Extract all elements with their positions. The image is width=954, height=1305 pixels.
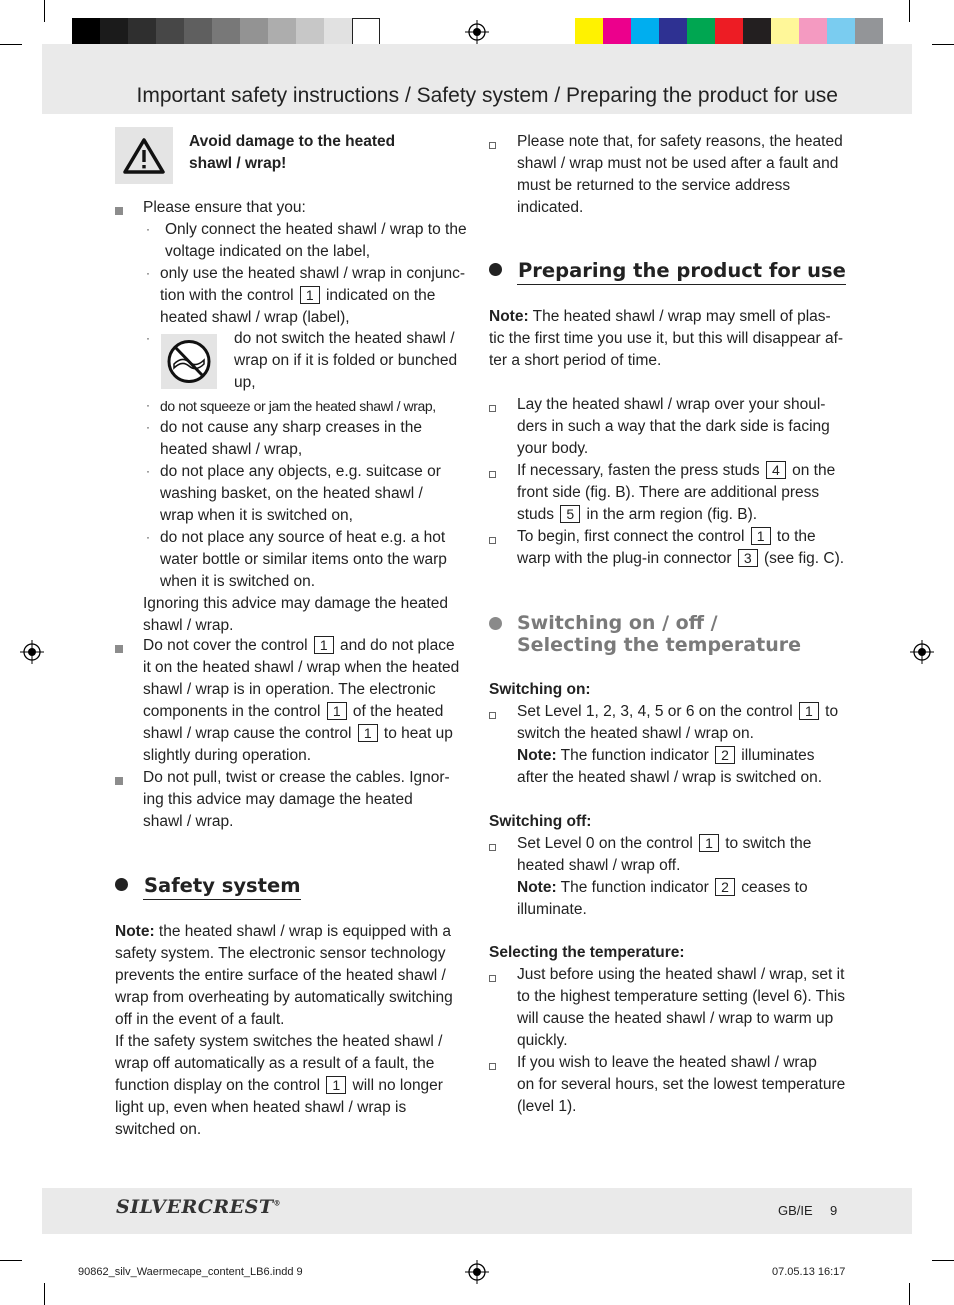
header-band	[42, 44, 912, 114]
heading-bullet-grey	[489, 617, 502, 630]
prep-step-1: Lay the heated shawl / wrap over your shoul- ders in such a way that the dark side is facing your body.	[517, 396, 830, 457]
safety-system-heading: Safety system	[143, 874, 301, 900]
heading-bullet	[115, 878, 128, 891]
sub-item-5: do not cause any sharp creases in the heated shawl / wrap,	[160, 419, 422, 458]
temperature-step-1: Just before using the heated shawl / wrap, set it to the highest temperature setting (level 6). This will cause the heated shawl / wrap to warm up quickly.	[517, 966, 845, 1049]
bullet-square	[115, 645, 123, 653]
registration-mark-right-icon	[910, 640, 934, 664]
sub-bullet: ·	[146, 420, 150, 434]
bullet-control-cover: Do not cover the control 1 and do not place it on the heated shawl / wrap when the heated shawl / wrap is in operation. The electronic components in the control 1 of the heated shawl / wrap cause the control 1 to heat up slightly during operation.	[143, 637, 460, 764]
ignore-warning: Ignoring this advice may damage the heated shawl / wrap.	[143, 595, 449, 634]
heading-bullet	[489, 263, 502, 276]
checkbox-bullet	[489, 537, 496, 544]
bullet-square	[115, 207, 123, 215]
temperature-step-2: If you wish to leave the heated shawl / wrap on for several hours, set the lowest temperature (level 1).	[517, 1054, 846, 1115]
footer-lang: GB/IE	[778, 1203, 813, 1218]
sub-bullet: ·	[146, 464, 150, 478]
bullet-cables: Do not pull, twist or crease the cables. Ignor- ing this advice may damage the heated shawl / wrap.	[143, 769, 450, 830]
switching-on-text: Set Level 1, 2, 3, 4, 5 or 6 on the control 1 to switch the heated shawl / wrap on. Note: The function indicator 2 illuminates after the heated shawl / wrap is switched on.	[517, 703, 839, 786]
switching-on-label: Switching on:	[489, 681, 591, 698]
checkbox-bullet	[489, 405, 496, 412]
bullet-square	[115, 777, 123, 785]
ref-number: 1	[358, 724, 378, 742]
checkbox-bullet	[489, 712, 496, 719]
prep-step-3: To begin, first connect the control 1 to the warp with the plug-in connector 3 (see fig. C).	[517, 528, 845, 567]
footer-band	[42, 1188, 912, 1234]
ref-number: 3	[738, 549, 758, 567]
ref-number: 1	[326, 1076, 346, 1094]
sub-item-4: do not squeeze or jam the heated shawl / wrap,	[160, 398, 436, 414]
checkbox-bullet	[489, 142, 496, 149]
ref-number: 1	[327, 702, 347, 720]
ref-number: 1	[751, 527, 771, 545]
checkbox-bullet	[489, 844, 496, 851]
page-number: 9	[830, 1203, 838, 1218]
prep-note: Note: The heated shawl / wrap may smell of plas- tic the first time you use it, but this will disappear af- ter a short period of time.	[489, 308, 844, 369]
sub-bullet: ·	[146, 398, 150, 412]
fault-note: Please note that, for safety reasons, the heated shawl / wrap must not be used after a fault and must be returned to the service address indicated.	[517, 133, 843, 216]
ref-number: 2	[715, 878, 735, 896]
checkbox-bullet	[489, 1063, 496, 1070]
ref-number: 1	[799, 702, 819, 720]
sub-item-6: do not place any objects, e.g. suitcase or washing basket, on the heated shawl / wrap when it is switched on,	[160, 463, 441, 524]
registration-mark-bottom-icon	[465, 1260, 489, 1284]
sub-item-1: Only connect the heated shawl / wrap to the voltage indicated on the label,	[165, 221, 467, 260]
slug-filename: 90862_silv_Waermecape_content_LB6.indd 9	[78, 1266, 303, 1278]
checkbox-bullet	[489, 471, 496, 478]
sub-item-2: only use the heated shawl / wrap in conjunc- tion with the control 1 indicated on the heated shawl / wrap (label),	[160, 265, 466, 326]
sub-bullet: ·	[146, 266, 150, 280]
ref-number: 5	[560, 505, 580, 523]
ref-number: 1	[300, 286, 320, 304]
slug-date: 07.05.13 16:17	[772, 1266, 846, 1278]
bullet-intro: Please ensure that you:	[143, 199, 306, 216]
temperature-label: Selecting the temperature:	[489, 944, 685, 961]
switching-off-text: Set Level 0 on the control 1 to switch the heated shawl / wrap off. Note: The function indicator 2 ceases to illuminate.	[517, 835, 812, 918]
ref-number: 4	[766, 461, 786, 479]
brand-logo: SILVERCREST®	[116, 1196, 281, 1218]
warning-triangle-icon	[115, 127, 173, 184]
safety-paragraph: Note: the heated shawl / wrap is equipped with a safety system. The electronic sensor technology prevents the entire surface of the heated shawl / wrap from overheating by automatically switching off in the event of a fault. If the safety system switches the heated shawl / wrap off automatically as a result of a fault, the function display on the control 1 will no longer light up, even when heated shawl / wrap is switched on.	[115, 923, 453, 1138]
page-title: Important safety instructions / Safety system / Preparing the product for use	[136, 84, 838, 107]
sub-item-3: do not switch the heated shawl / wrap on if it is folded or bunched up,	[234, 330, 458, 391]
warning-title: Avoid damage to the heated shawl / wrap!	[189, 133, 396, 172]
warning-icon-box	[115, 127, 173, 184]
ref-number: 1	[699, 834, 719, 852]
sub-bullet: ·	[146, 530, 150, 544]
registration-mark-top-icon	[465, 20, 489, 44]
switching-heading: Switching on / off / Selecting the temperature	[517, 612, 801, 656]
ref-number: 2	[715, 746, 735, 764]
no-fold-icon-box	[161, 334, 217, 389]
registration-mark-left-icon	[20, 640, 44, 664]
prep-step-2: If necessary, fasten the press studs 4 on the front side (fig. B). There are additional press studs 5 in the arm region (fig. B).	[517, 462, 836, 523]
sub-bullet: ·	[146, 331, 150, 345]
sub-item-7: do not place any source of heat e.g. a hot water bottle or similar items onto the warp when it is switched on.	[160, 529, 447, 590]
sub-bullet: ·	[146, 222, 150, 236]
switching-off-label: Switching off:	[489, 813, 592, 830]
checkbox-bullet	[489, 975, 496, 982]
no-fold-icon	[161, 334, 217, 389]
preparing-heading: Preparing the product for use	[517, 259, 846, 285]
ref-number: 1	[314, 636, 334, 654]
